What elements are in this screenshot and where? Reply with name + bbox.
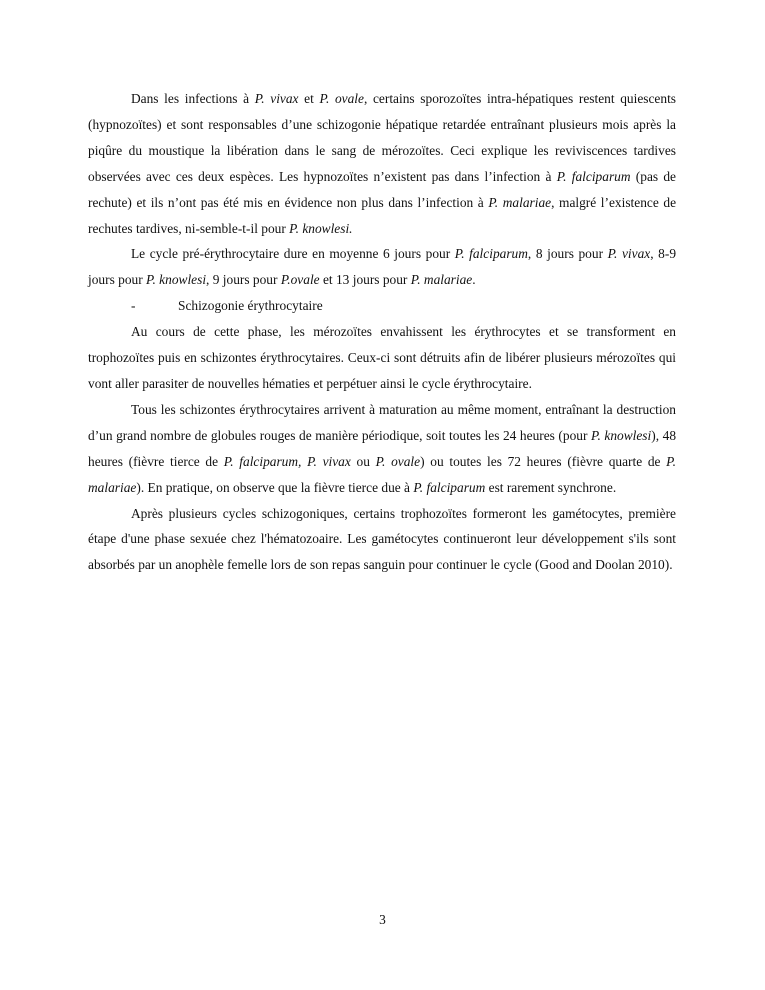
species-name: P. vivax (607, 246, 651, 262)
heading-bullet: - (131, 298, 136, 314)
text-run: ), 48 heures (fièvre tierce de (88, 427, 677, 469)
species-name: P. falciparum (413, 479, 486, 495)
text-run: (pas de rechute) et ils n’ont pas été mis en évidence non plus dans l’infection à (88, 168, 676, 210)
species-name: P. knowlesi. (289, 220, 353, 236)
text-run: ). En pratique, on observe que la fièvre tierce due à (136, 479, 414, 495)
text-run: , 9 jours pour (206, 272, 281, 288)
species-name: P. falciparum, P. vivax (223, 453, 351, 469)
text-run: Dans les infections à (131, 91, 255, 106)
text-run: , 8 jours pour (527, 246, 608, 262)
text-run: ) ou toutes les 72 heures (fièvre quarte de (420, 453, 667, 469)
species-name: P. malariae (410, 272, 473, 288)
species-name: P. knowlesi (591, 427, 652, 443)
text-run: est rarement synchrone. (485, 479, 617, 495)
paragraphs-after (88, 319, 676, 578)
species-name: P. malariae (88, 453, 676, 495)
page-number: 3 (379, 912, 386, 927)
text-run: Le cycle pré-érythrocytaire dure en moyenne 6 jours pour (131, 246, 455, 262)
paragraph (88, 86, 676, 241)
species-name: P. malariae (488, 194, 552, 210)
species-name: P. falciparum (556, 168, 631, 184)
text-run: ou (350, 453, 376, 469)
heading-title: Schizogonie érythrocytaire (178, 298, 323, 314)
paragraph (88, 397, 676, 501)
paragraph (88, 241, 676, 293)
text-run: Tous les schizontes érythrocytaires arrivent à maturation au même moment, entraînant la destruction d’un grand nombre de globules rouges de manière périodique, soit toutes les 24 heures (pour (88, 401, 676, 443)
text-run: . (472, 272, 476, 288)
species-name: P. ovale (375, 453, 421, 469)
species-name: P. knowlesi (146, 272, 207, 288)
text-run: Après plusieurs cycles schizogoniques, certains trophozoïtes formeront les gamétocytes, première étape d'une phase sexuée chez l'hématozoaire. Les gamétocytes continueront leur développement s'ils sont absorbés par un anophèle femelle lors de son repas sanguin pour continuer le cycle (Good and Doolan 2010). (88, 505, 676, 573)
text-run: et 13 jours pour (319, 272, 411, 288)
species-name: P. vivax (254, 91, 299, 106)
paragraphs-before (88, 86, 676, 293)
text-run: , malgré l’existence de rechutes tardives, ni-semble-t-il pour (88, 194, 677, 236)
paragraph (88, 501, 676, 579)
text-run: , 8-9 jours pour (88, 246, 677, 288)
species-name: P. ovale (319, 91, 364, 106)
species-name: P.ovale (280, 272, 320, 288)
text-run: Au cours de cette phase, les mérozoïtes envahissent les érythrocytes et se transforment en trophozoïtes puis en schizontes érythrocytaires. Ceux-ci sont détruits afin de libérer plusieurs mérozoïtes qui vont aller parasiter de nouvelles hématies et perpétuer ainsi le cycle érythrocytaire. (88, 324, 676, 391)
text-run: , certains sporozoïtes intra-hépatiques restent quiescents (hypnozoïtes) et sont responsables d’une schizogonie hépatique retardée entraînant plusieurs mois après la piqûre du moustique la libération dans le sang de mérozoïtes. Ceci explique les reviviscences tardives observées avec ces deux espèces. Les hypnozoïtes n’existent pas dans l’infection à (88, 91, 676, 184)
species-name: P. falciparum (454, 246, 528, 262)
text-run: et (298, 91, 320, 106)
section-heading (88, 293, 676, 319)
paragraph (88, 319, 676, 397)
body-text (88, 86, 676, 578)
